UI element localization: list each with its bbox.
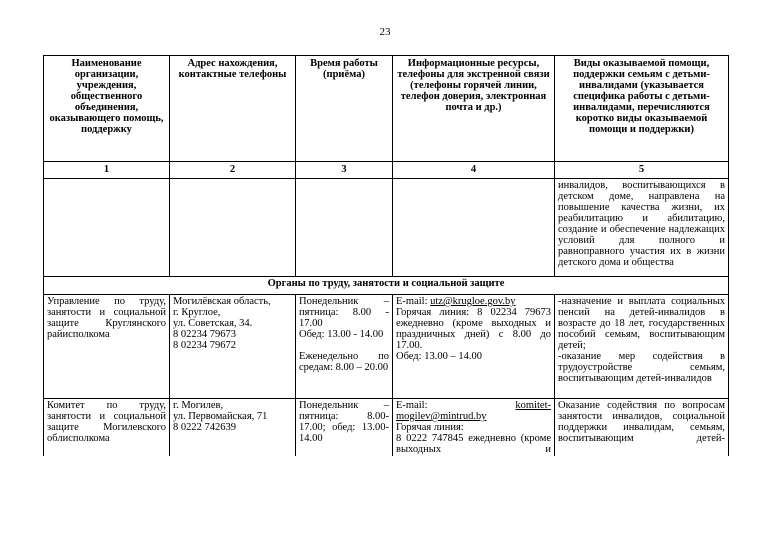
carryover-text: инвалидов, воспитывающихся в детском доме, направлена на повышение качества жизни, их реабилитацию и абилитацию, создание и обеспечение надлежащих условий для полного и равноправного участия их в жизни детского дома и общества xyxy=(558,180,725,268)
carryover-text-cell xyxy=(555,179,729,277)
email-label: E-mail: xyxy=(396,296,428,307)
column-number-5: 5 xyxy=(555,162,729,179)
column-header-organization: Наименование организации, учреждения, общественного объединения, оказывающего помощь, поддержку xyxy=(44,56,170,162)
organization-cell xyxy=(44,295,170,399)
column-number-3: 3 xyxy=(296,162,393,179)
address-line: ул. Первомайская, 71 xyxy=(173,411,268,422)
column-header-support-types: Виды оказываемой помощи, поддержки семьям с детьми-инвалидами (указывается специфика работы с детьми-инвалидами, перечисляются коротко виды оказываемой помощи и поддержки) xyxy=(555,56,729,162)
service-item: -оказание мер содействия в трудоустройстве семьям, воспитывающим детей-инвалидов xyxy=(558,351,725,384)
hotline-text: Горячая линия: xyxy=(396,422,464,433)
table-row-mogilev-committee xyxy=(44,399,729,457)
schedule-cell xyxy=(296,399,393,457)
empty-cell xyxy=(44,179,170,277)
support-organizations-table xyxy=(43,55,729,456)
email-label: E-mail: xyxy=(396,400,428,411)
empty-cell xyxy=(296,179,393,277)
address-line: г. Круглое, xyxy=(173,307,221,318)
organization-name: Управление по труду, занятости и социальной защите Круглянского райисполкома xyxy=(47,296,166,340)
address-cell xyxy=(170,399,296,457)
schedule-cell xyxy=(296,295,393,399)
column-header-address: Адрес нахождения, контактные телефоны xyxy=(170,56,296,162)
section-title: Органы по труду, занятости и социальной защите xyxy=(44,277,729,295)
schedule-line: Обед: 13.00 - 14.00 xyxy=(299,329,384,340)
address-cell xyxy=(170,295,296,399)
column-header-working-hours: Время работы (приёма) xyxy=(296,56,393,162)
info-cell xyxy=(393,295,555,399)
services-cell xyxy=(555,399,729,457)
schedule-line xyxy=(299,340,389,351)
email-link[interactable]: komitet-mogilev@mintrud.by xyxy=(396,400,551,422)
address-line: г. Могилев, xyxy=(173,400,224,411)
info-cell xyxy=(393,399,555,457)
email-link[interactable]: utz@krugloe.gov.by xyxy=(430,296,516,307)
service-item: Оказание содействия по вопросам занятости инвалидов, социальной поддержки инвалидам, семьям, воспитывающим детей- xyxy=(558,400,725,444)
page-number: 23 xyxy=(379,26,391,38)
column-number-row xyxy=(44,162,729,179)
service-item: -назначение и выплата социальных пенсий на детей-инвалидов в возрасте до 18 лет, государственных пособий семьям, воспитывающим детей; xyxy=(558,296,725,351)
column-header-info-resources: Информационные ресурсы, телефоны для экстренной связи (телефоны горячей линии, телефон доверия, электронная почта и др.) xyxy=(393,56,555,162)
phone-number: 8 0222 742639 xyxy=(173,422,236,433)
address-line: ул. Советская, 34. xyxy=(173,318,253,329)
email-line xyxy=(396,400,551,422)
organization-name: Комитет по труду, занятости и социальной защите Могилевского облисполкома xyxy=(47,400,166,444)
address-line: Могилёвская область, xyxy=(173,296,271,307)
phone-number: 8 02234 79673 xyxy=(173,329,236,340)
section-header-row xyxy=(44,277,729,295)
hotline-text-continued: 8 0222 747845 ежедневно (кроме выходных и xyxy=(396,433,551,455)
email-line xyxy=(396,296,551,307)
phone-number: 8 02234 79672 xyxy=(173,340,236,351)
table-header-row xyxy=(44,56,729,162)
schedule-line: Понедельник – пятница: 8.00 - 17.00 xyxy=(299,296,389,329)
schedule-line: Понедельник – пятница: 8.00-17.00; обед: 13.00-14.00 xyxy=(299,400,389,444)
column-number-4: 4 xyxy=(393,162,555,179)
column-number-2: 2 xyxy=(170,162,296,179)
lunch-text: Обед: 13.00 – 14.00 xyxy=(396,351,482,362)
organization-cell xyxy=(44,399,170,457)
empty-cell xyxy=(170,179,296,277)
column-number-1: 1 xyxy=(44,162,170,179)
empty-cell xyxy=(393,179,555,277)
hotline-text: Горячая линия: 8 02234 79673 ежедневно (кроме выходных и праздничных дней) с 8.00 до 17.00. xyxy=(396,307,551,351)
table-row-kruglyansky xyxy=(44,295,729,399)
schedule-line: Еженедельно по средам: 8.00 – 20.00 xyxy=(299,351,389,373)
services-cell xyxy=(555,295,729,399)
carryover-row xyxy=(44,179,729,277)
